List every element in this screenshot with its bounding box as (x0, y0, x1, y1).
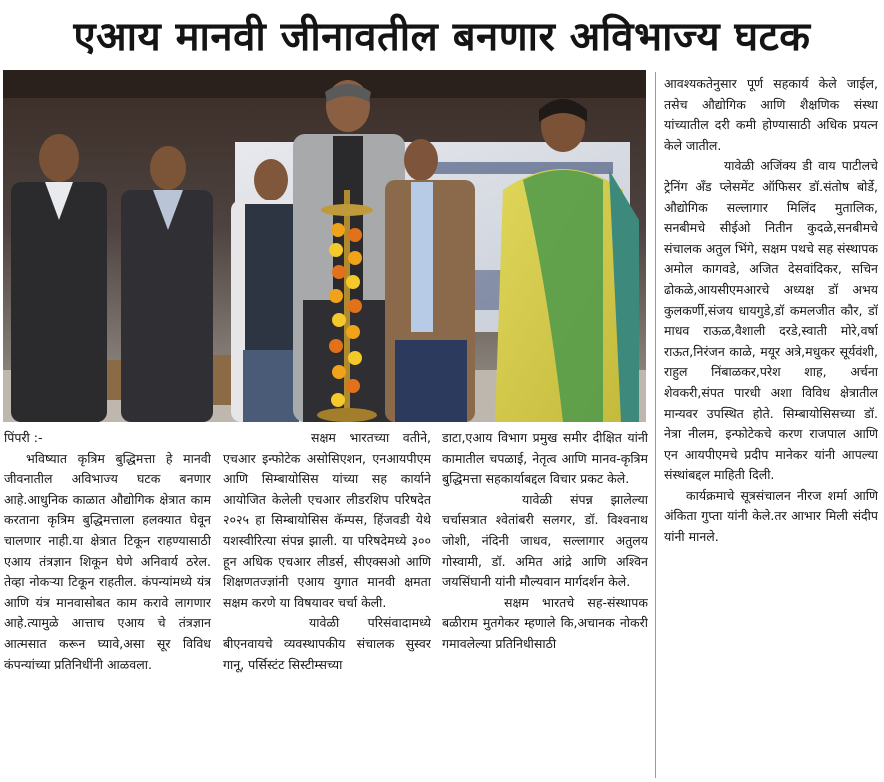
article-column-2 (223, 428, 431, 778)
paragraph: भविष्यात कृत्रिम बुद्धिमत्ता हे मानवी जीवनातील अविभाज्य घटक बनणार आहे.आधुनिक काळात औद्योगिक क्षेत्रात काम करताना कृत्रिम बुद्धिमत्ताला हलक्यात घेवून चालणार नाही.या क्षेत्रात टिकून राहण्यासाठी एआय तंत्रज्ञान शिकून घेणे अनिवार्य ठरेल. तेव्हा नोकऱ्या टिकून राहतील. कंपन्यांमध्ये यंत्र आणि यंत्र मानवासोबत काम करावे लागणार आहे.त्यामुळे आत्ताच एआय चे तंत्रज्ञान आत्मसात करून घ्यावे,असा सूर विविध कंपन्यांच्या प्रतिनिधींनी आळवला. (4, 450, 211, 672)
paragraph: डाटा,एआय विभाग प्रमुख समीर दीक्षित यांनी कामातील चपळाई, नेतृत्व आणि मानव-कृत्रिम बुद्धिमत्ता सहकार्याबद्दल विचार प्रकट केले. (442, 430, 648, 487)
article-column-4 (664, 74, 878, 778)
paragraph: सक्षम भारतचे सह-संस्थापक बळीराम मुतगेकर म्हणाले कि,अचानक नोकरी गमावलेल्या प्रतिनिधीसाठी (442, 594, 648, 651)
dateline: पिंपरी :- (4, 430, 43, 445)
article-column-1 (4, 428, 211, 778)
paragraph: कार्यक्रमाचे सूत्रसंचालन नीरज शर्मा आणि अंकिता गुप्ता यांनी केले.तर आभार मिली संदीप यांनी मानले. (664, 487, 878, 545)
paragraph: यावेळी अजिंक्य डी वाय पाटीलचे ट्रेनिंग अँड प्लेसमेंट ऑफिसर डॉ.संतोष बोर्डे, औद्योगिक सल्लागार मिलिंद मुतालिक, सनबीमचे सीईओ नितीन कुदळे,सनबीमचे संचालक अतुल भिंगे, सक्षम पथचे सह संस्थापक अमोल कागवडे, अजित देसवांदिकर, सचिन ढोकळे,आयसीएमआरचे अध्यक्ष डॉ अभय कुलकर्णी,संजय धायगुडे,डॉ कमलजीत कौर, डॉ माधव राऊळ,वैशाली दरडे,स्वाती मोरे,वर्षा राऊत,निरंजन काळे, मयूर अत्रे,मधुकर सूर्यवंशी, राहुल निंबाळकर,परेश शाह, अर्चना शेवकरी,संपत पारधी अशा विविध क्षेत्रातील मान्यवर उपस्थित होते. सिम्बायोसिसच्या डॉ. नेत्रा नीलम, इन्फोटेकचे करण राजपाल आणि एन आयपीएमचे प्रदीप मानेकर यांनी आपल्या संस्थांबद्दल माहिती दिली. (664, 158, 878, 483)
paragraph: आवश्यकतेनुसार पूर्ण सहकार्य केले जाईल, तसेच औद्योगिक आणि शैक्षणिक संस्था यांच्यातील दरी कमी होण्यासाठी अधिक प्रयत्न केले जातील. (664, 76, 878, 153)
headline: एआय मानवी जीनावतील बनणार अविभाज्य घटक (73, 13, 811, 60)
article-column-3 (442, 428, 648, 778)
paragraph: यावेळी परिसंवादामध्ये बीएनवायचे व्यवस्थापकीय संचालक सुस्वर गानू, पर्सिस्टंट सिस्टीम्सच्या (223, 615, 431, 672)
column-rule (655, 72, 656, 778)
paragraph: सक्षम भारतच्या वतीने, एचआर इन्फोटेक असोसिएशन, एनआयपीएम आणि सिम्बायोसिस यांच्या सह कार्याने आयोजित केलेली एचआर लीडरशिप परिषदेत २०२५ हा सिम्बायोसिस कॅम्पस, हिंजवडी येथे यशस्वीरित्या संपन्न झाली. या परिषदेमध्ये ३०० हून अधिक एचआर लीडर्स, सीएक्सओ आणि शिक्षणतज्ज्ञांनी एआय युगात मानवी क्षमता सक्षम करणे या विषयावर चर्चा केली. (223, 430, 431, 610)
paragraph: यावेळी संपन्न झालेल्या चर्चासत्रात श्वेतांबरी सलगर, डॉ. विश्वनाथ जोशी, नंदिनी जाधव, सल्लागार अतुलय गोस्वामी, डॉ. अमित आंद्रे आणि अश्विन जयसिंघानी यांनी मौल्यवान मार्गदर्शन केले. (442, 491, 648, 590)
event-photo (3, 70, 646, 422)
